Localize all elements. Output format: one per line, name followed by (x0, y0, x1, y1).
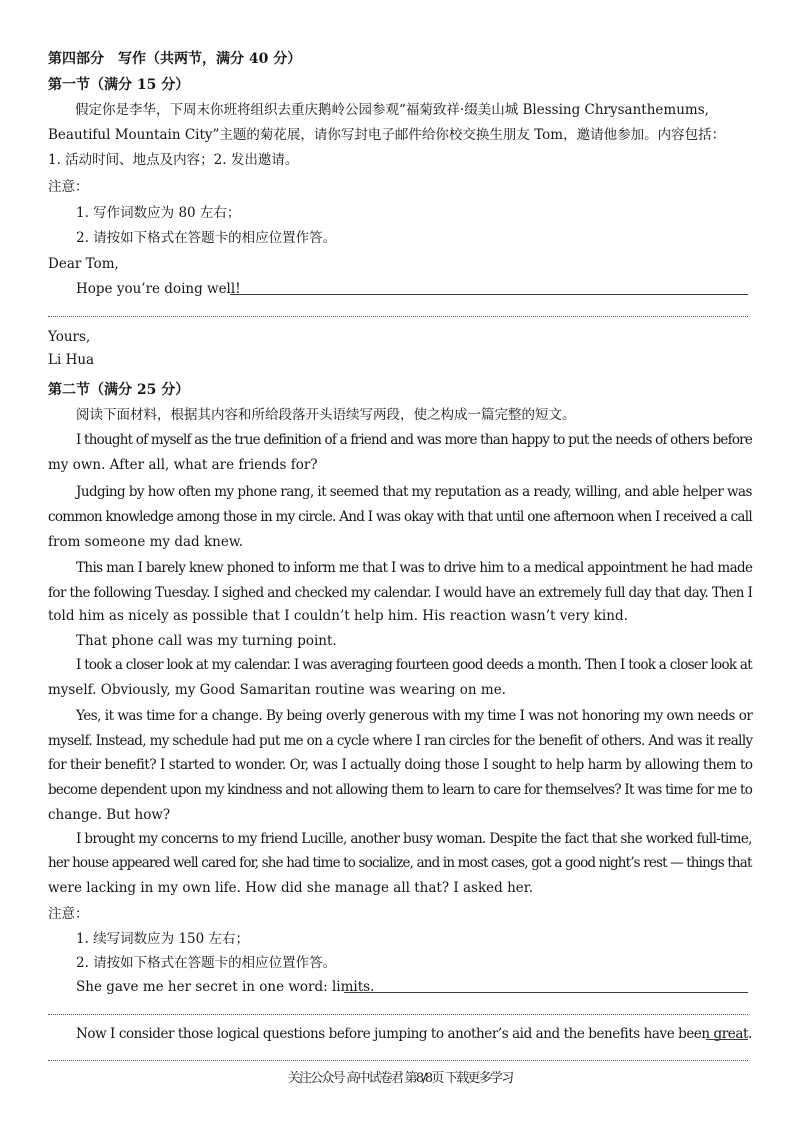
answer-line (48, 1060, 748, 1061)
section1-note: 2. 请按如下格式在答题卡的相应位置作答。 (76, 230, 337, 246)
passage-line: become dependent upon my kindness and not allowing them to learn to care for themselves? It was time for me to (48, 782, 753, 798)
passage-line: for their benefit? I started to wonder. Or, was I actually doing those I sought to help harm by allowing them to (48, 757, 753, 773)
passage-line: Yes, it was time for a change. By being overly generous with my time I was not honoring my own needs or (76, 708, 753, 724)
letter-greeting: Dear Tom, (48, 256, 119, 272)
passage-line: Judging by how often my phone rang, it seemed that my reputation as a ready, willing, and able helper was (76, 484, 752, 500)
letter-opening: Hope you’re doing well! (76, 281, 241, 297)
passage-line: were lacking in my own life. How did she manage all that? I asked her. (48, 880, 534, 896)
section1-note-label: 注意： (48, 179, 89, 195)
letter-closing: Yours, (48, 329, 91, 345)
passage-line: myself. Instead, my schedule had put me on a cycle where I ran circles for the benefit of others. And was it really (48, 733, 753, 749)
passage-line: myself. Obviously, my Good Samaritan routine was wearing on me. (48, 682, 506, 698)
passage-line: from someone my dad knew. (48, 534, 244, 550)
section1-prompt-line: 1. 活动时间、地点及内容；2. 发出邀请。 (48, 152, 299, 168)
passage-line: change. But how? (48, 807, 171, 823)
passage-line: I brought my concerns to my friend Lucille, another busy woman. Despite the fact that she worked full-time, (76, 831, 752, 847)
passage-line: my own. After all, what are friends for? (48, 457, 318, 473)
page-footer: 关注公众号 高中试卷君 第8/8页 下载更多学习 (287, 1071, 513, 1086)
part-heading: 第四部分 写作（共两节，满分 40 分） (48, 51, 302, 67)
section2-instruction: 阅读下面材料，根据其内容和所给段落开头语续写两段，使之构成一篇完整的短文。 (76, 407, 576, 423)
paragraph2-start: Now I consider those logical questions before jumping to another’s aid and the benefits have been great. (76, 1026, 752, 1042)
passage-line: I thought of myself as the true definition of a friend and was more than happy to put the needs of others before (76, 432, 753, 448)
answer-blank (230, 294, 748, 295)
section1-prompt-line: Beautiful Mountain City”主题的菊花展，请你写封电子邮件给你校交换生朋友 Tom，邀请他参加。内容包括： (48, 127, 726, 143)
answer-blank (344, 992, 748, 993)
section1-prompt-line: 假定你是李华，下周末你班将组织去重庆鹅岭公园参观“福菊致祥·缀美山城 Blessing Chrysanthemums, (75, 102, 709, 118)
answer-line (48, 1014, 748, 1015)
section1-heading: 第一节（满分 15 分） (48, 77, 190, 93)
passage-line: told him as nicely as possible that I couldn’t help him. His reaction wasn’t very kind. (48, 608, 628, 624)
passage-line: I took a closer look at my calendar. I was averaging fourteen good deeds a month. Then I took a closer look at (76, 657, 752, 673)
passage-line: That phone call was my turning point. (76, 633, 337, 649)
passage-line: her house appeared well cared for, she had time to socialize, and in most cases, got a good night’s rest — things that (48, 855, 752, 871)
passage-line: This man I barely knew phoned to inform me that I was to drive him to a medical appointment he had made (76, 560, 753, 576)
answer-blank (706, 1039, 748, 1040)
paragraph1-start: She gave me her secret in one word: limits. (76, 979, 375, 995)
section1-note: 1. 写作词数应为 80 左右； (76, 205, 241, 221)
section2-note-label: 注意： (48, 906, 89, 922)
section2-note: 1. 续写词数应为 150 左右； (76, 931, 250, 947)
passage-line: common knowledge among those in my circle. And I was okay with that until one afternoon when I received a call (48, 509, 752, 525)
section2-heading: 第二节（满分 25 分） (48, 382, 190, 398)
answer-line (48, 316, 748, 317)
letter-signature: Li Hua (48, 352, 95, 368)
section2-note: 2. 请按如下格式在答题卡的相应位置作答。 (76, 955, 337, 971)
passage-line: for the following Tuesday. I sighed and checked my calendar. I would have an extremely full day that day. Then I (48, 585, 753, 601)
